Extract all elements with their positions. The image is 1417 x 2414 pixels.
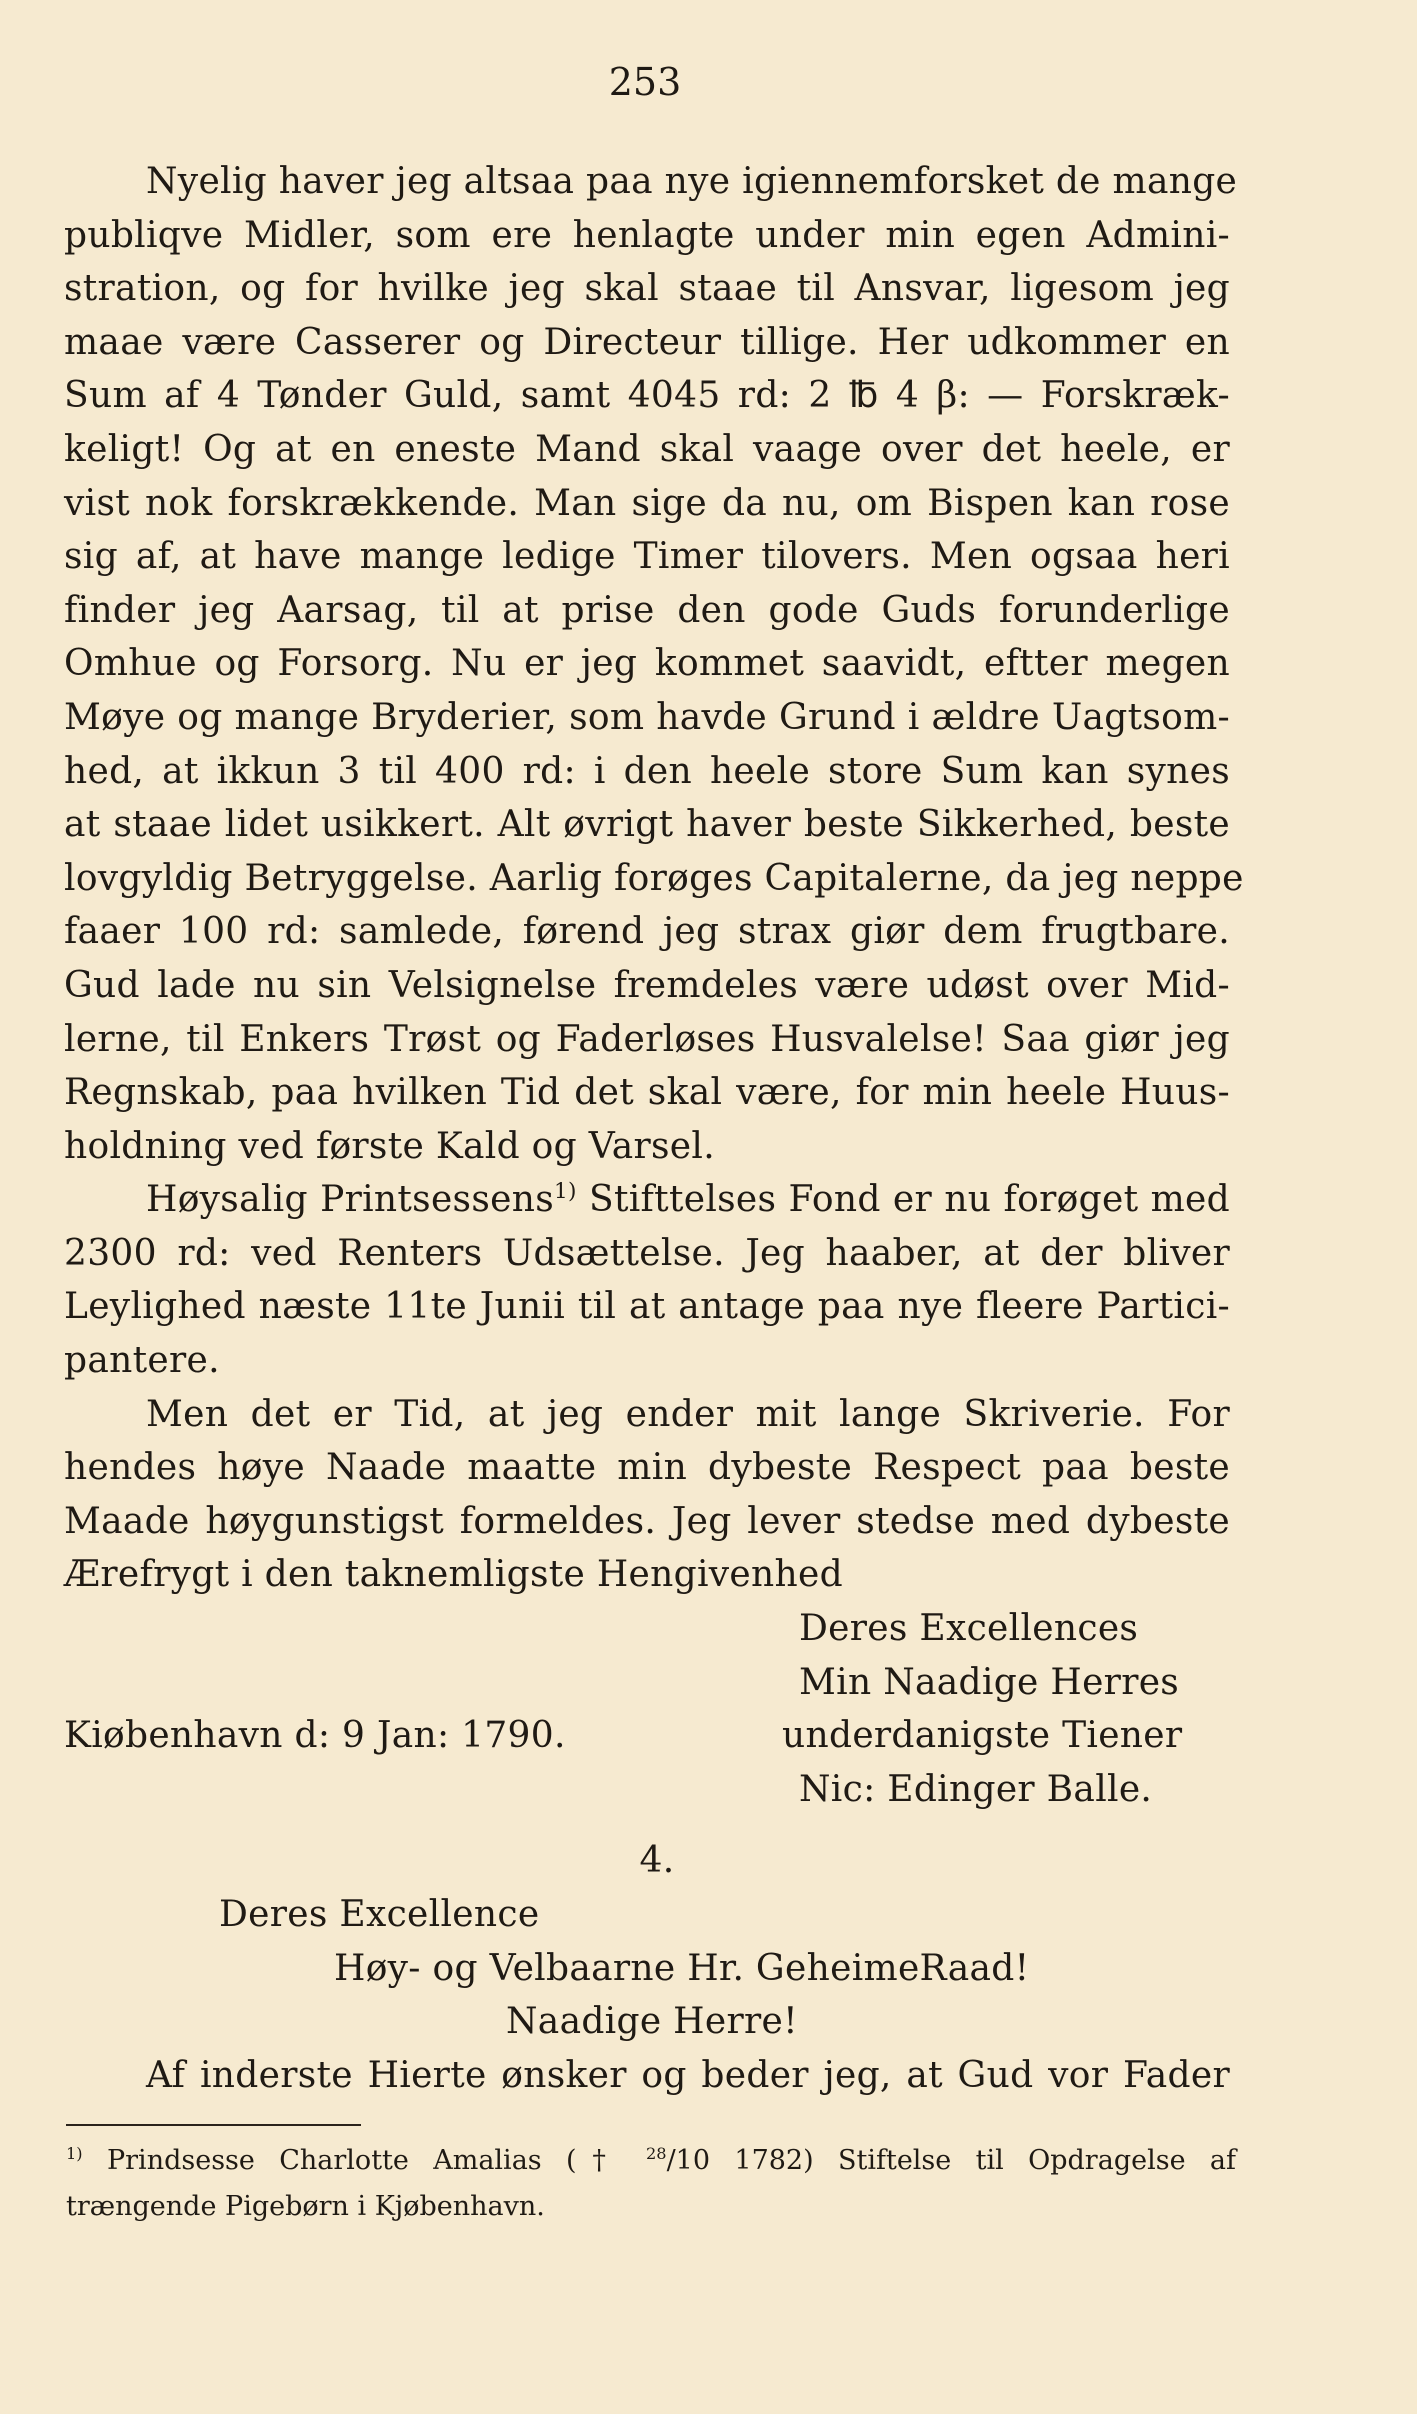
salutation	[64, 1888, 1230, 2049]
footnote-reference: 1)	[553, 1179, 577, 1205]
text-line: 2300 rd: ved Renters Udsættelse. Jeg haaber, at der bliver	[64, 1232, 1230, 1274]
paragraph-2	[64, 1173, 1230, 1387]
salutation-line: Naadige Herre!	[506, 2001, 798, 2043]
text-line: sig af, at have mange ledige Timer tilovers. Men ogsaa heri	[64, 536, 1230, 578]
footnote-line	[66, 2138, 1236, 2184]
text-fragment: Høysalig Printsessens	[146, 1179, 554, 1221]
text-line: keligt! Og at en eneste Mand skal vaage over det heele, er	[64, 428, 1230, 470]
text-line: vist nok forskrækkende. Man sige da nu, om Bispen kan rose	[64, 482, 1230, 524]
salutation-line: Deres Excellence	[219, 1894, 540, 1935]
text-line: Leylighed næste 11te Junii til at antage paa nye fleere Partici-	[64, 1286, 1230, 1328]
salutation-line: Høy- og Velbaarne Hr. GeheimeRaad!	[334, 1947, 1030, 1989]
text-fragment: Stifttelses Fond er nu forøget med	[576, 1179, 1230, 1221]
text-line: Maade høygunstigst formeldes. Jeg lever stedse med dybeste	[64, 1500, 1230, 1542]
text-line: Ærefrygt i den taknemligste Hengivenhed	[64, 1554, 843, 1596]
text-line: Sum af 4 Tønder Guld, samt 4045 rd: 2 ℔ 4 β: — Forskræk-	[64, 375, 1230, 417]
text-line: lerne, til Enkers Trøst og Faderløses Husvalelse! Saa giør jeg	[64, 1018, 1230, 1060]
text-line: Men det er Tid, at jeg ender mit lange Skriverie. For	[146, 1393, 1230, 1435]
footnote-rule	[66, 2124, 361, 2126]
text-line: Regnskab, paa hvilken Tid det skal være, for min heele Huus-	[64, 1072, 1230, 1114]
text-line: lovgyldig Betryggelse. Aarlig forøges Capitalerne, da jeg neppe	[64, 857, 1244, 899]
paragraph-1	[64, 155, 1244, 1173]
letter-body	[64, 155, 1244, 2102]
date-superscript: 28	[645, 2144, 667, 2163]
signature-name: Nic: Edinger Balle.	[799, 1768, 1153, 1810]
footnote-marker: 1)	[66, 2144, 83, 2163]
text-line: Omhue og Forsorg. Nu er jeg kommet saavidt, eftter megen	[64, 643, 1230, 685]
text-line: hed, at ikkun 3 til 400 rd: i den heele store Sum kan synes	[64, 750, 1230, 792]
text-line: Møye og mange Bryderier, som havde Grund i ældre Uagtsom-	[64, 696, 1230, 738]
text-line: faaer 100 rd: samlede, førend jeg strax giør dem frugtbare.	[64, 911, 1230, 953]
place-date: Kiøbenhavn d: 9 Jan: 1790.	[64, 1715, 566, 1757]
text-line: holdning ved første Kald og Varsel.	[64, 1125, 715, 1167]
text-line: Af inderste Hierte ønsker og beder jeg, at Gud vor Fader	[146, 2054, 1230, 2096]
section-number: 4.	[639, 1840, 675, 1882]
text-line: publiqve Midler, som ere henlagte under min egen Admini-	[64, 214, 1230, 256]
text-line: pantere.	[64, 1340, 220, 1382]
text-fragment: Prindsesse Charlotte Amalias (†	[82, 2145, 646, 2176]
footnote-line: trængende Pigebørn i Kjøbenhavn.	[66, 2191, 545, 2222]
signature-line: Min Naadige Herres	[799, 1661, 1180, 1703]
text-line	[64, 1173, 1230, 1227]
text-line: Nyelig haver jeg altsaa paa nye igiennemforsket de mange	[146, 161, 1238, 202]
signature-row	[64, 1709, 1230, 1763]
page-number: 253	[608, 60, 682, 104]
text-line: stration, og for hvilke jeg skal staae til Ansvar, ligesom jeg	[64, 268, 1230, 310]
text-line: at staae lidet usikkert. Alt øvrigt haver beste Sikkerhed, beste	[64, 804, 1230, 846]
footnote	[66, 2138, 1236, 2230]
text-line: hendes høye Naade maatte min dybeste Respect paa beste	[64, 1447, 1230, 1489]
signature-line: underdanigste Tiener	[782, 1715, 1183, 1757]
signature-line: Deres Excellences	[799, 1608, 1139, 1650]
text-line: maae være Casserer og Directeur tillige. Her udkommer en	[64, 321, 1230, 363]
text-fragment: /10 1782) Stiftelse til Opdragelse af	[666, 2145, 1236, 2176]
paragraph-3	[64, 1388, 1230, 1602]
signature-block	[64, 1602, 1230, 1816]
text-line: Gud lade nu sin Velsignelse fremdeles være udøst over Mid-	[64, 964, 1230, 1006]
text-line: finder jeg Aarsag, til at prise den gode Guds forunderlige	[64, 589, 1230, 631]
